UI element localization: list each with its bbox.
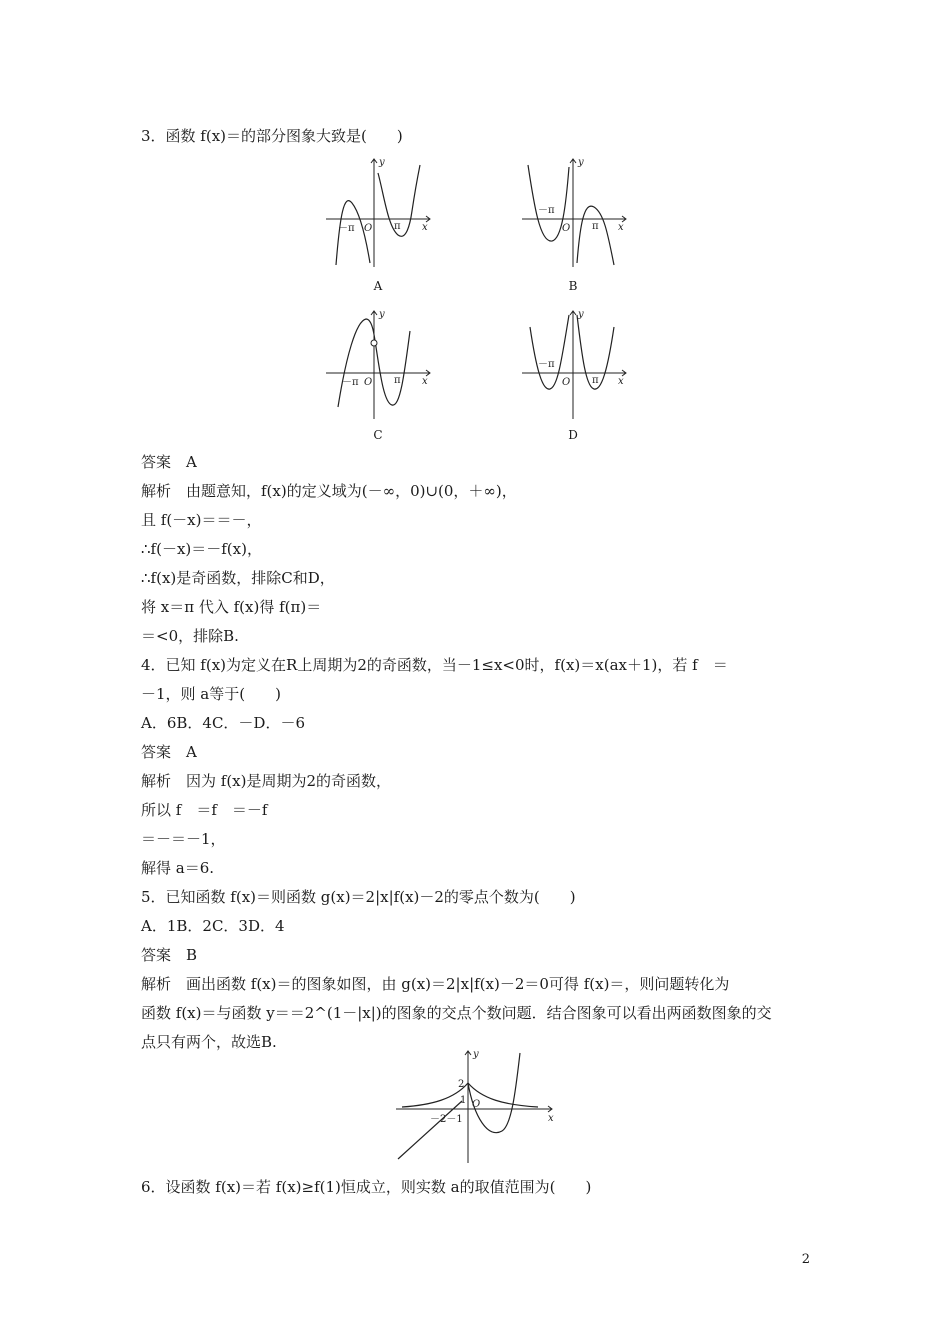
q3-analysis-1: 解析 由题意知，f(x)的定义域为(－∞，0)∪(0，＋∞)，: [141, 482, 517, 500]
svg-text:y: y: [578, 157, 584, 168]
q4-analysis-4: 解得 a＝6.: [141, 859, 215, 877]
figure-label-c: C: [373, 428, 383, 442]
svg-text:－π: －π: [538, 359, 555, 370]
svg-text:y: y: [578, 309, 584, 320]
figure-option-a: [322, 155, 437, 270]
q3-analysis-2: 且 f(－x)＝＝－，: [141, 511, 262, 529]
figure-option-c: [322, 307, 437, 422]
figure-q5: [392, 1047, 562, 1165]
svg-text:O: O: [472, 1099, 481, 1110]
svg-text:π: π: [592, 221, 599, 232]
figure-label-a: A: [373, 279, 383, 293]
q4-analysis-3: ＝－＝－1，: [141, 830, 226, 848]
svg-text:1: 1: [460, 1095, 467, 1106]
q3-answer: 答案 A: [141, 453, 197, 471]
figure-label-b: B: [568, 279, 578, 293]
q4-answer: 答案 A: [141, 743, 197, 761]
svg-text:－π: －π: [338, 223, 355, 234]
q4-stem-2: －1，则 a等于( ): [141, 685, 281, 703]
svg-text:π: π: [394, 221, 401, 232]
q4-analysis-2: 所以 f ＝f ＝－f: [141, 801, 268, 819]
q5-analysis-1: 解析 画出函数 f(x)＝的图象如图，由 g(x)＝2|x|f(x)－2＝0可得 f(x)＝，则问题转化为: [141, 975, 730, 993]
q5-options: A．1B．2C．3D．4: [141, 917, 285, 935]
svg-text:O: O: [562, 377, 571, 388]
q4-analysis-1: 解析 因为 f(x)是周期为2的奇函数，: [141, 772, 392, 790]
svg-text:x: x: [422, 376, 428, 387]
q3-analysis-5: 将 x＝π 代入 f(x)得 f(π)＝: [141, 598, 322, 616]
figure-option-b: [518, 155, 633, 270]
q5-answer: 答案 B: [141, 946, 198, 964]
svg-text:O: O: [364, 377, 373, 388]
svg-text:y: y: [473, 1049, 479, 1060]
q3-stem: 3．函数 f(x)＝的部分图象大致是( ): [141, 127, 403, 145]
svg-text:x: x: [618, 376, 624, 387]
q3-analysis-6: ＝<0，排除B.: [141, 627, 239, 645]
q5-analysis-3: 点只有两个，故选B.: [141, 1033, 277, 1051]
q4-options: A．6B．4C．－D．－6: [141, 714, 305, 732]
q3-analysis-4: ∴f(x)是奇函数，排除C和D，: [141, 569, 335, 587]
figure-label-d: D: [568, 428, 578, 442]
figure-option-d: [518, 307, 633, 422]
svg-text:x: x: [422, 222, 428, 233]
svg-text:y: y: [379, 157, 385, 168]
svg-text:x: x: [618, 222, 624, 233]
svg-text:π: π: [394, 375, 401, 386]
svg-text:O: O: [562, 223, 571, 234]
svg-text:－π: －π: [342, 377, 359, 388]
q4-stem-1: 4．已知 f(x)为定义在R上周期为2的奇函数，当－1≤x<0时，f(x)＝x(ax＋1)，若 f ＝: [141, 656, 728, 674]
q5-analysis-2: 函数 f(x)＝与函数 y＝＝2^(1－|x|)的图象的交点个数问题．结合图象可以看出两函数图象的交: [141, 1004, 772, 1022]
q6-stem: 6．设函数 f(x)＝若 f(x)≥f(1)恒成立，则实数 a的取值范围为( ): [141, 1178, 592, 1196]
q3-analysis-3: ∴f(－x)＝－f(x)，: [141, 540, 262, 558]
svg-text:－π: －π: [538, 205, 555, 216]
svg-text:x: x: [548, 1113, 554, 1124]
svg-text:O: O: [364, 223, 373, 234]
svg-text:y: y: [379, 309, 385, 320]
q5-stem: 5．已知函数 f(x)＝则函数 g(x)＝2|x|f(x)－2的零点个数为( ): [141, 888, 576, 906]
svg-text:－2－1: －2－1: [430, 1114, 463, 1125]
svg-text:2: 2: [458, 1079, 465, 1090]
svg-text:π: π: [592, 375, 599, 386]
page-number: 2: [801, 1252, 810, 1267]
